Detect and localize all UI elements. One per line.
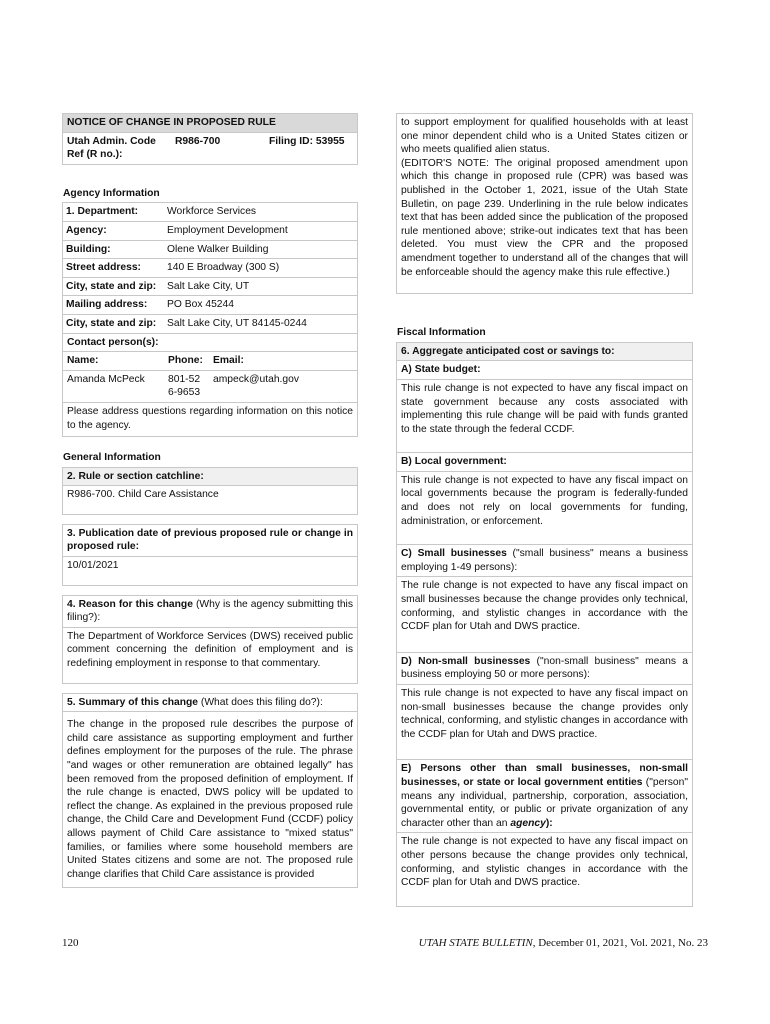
other-persons-label-bold: E) Persons other than small businesses, non-small businesses, or state or local government entities: [401, 763, 688, 788]
state-budget-label: A) State budget:: [397, 360, 692, 379]
page-number: 120: [62, 937, 79, 949]
q5-label: [63, 694, 357, 712]
agency-table: [62, 202, 358, 437]
agency-row: [63, 222, 357, 241]
other-persons-value: The rule change is not expected to have any fiscal impact on other persons because the change provides only technical, conforming, and stylistic changes in accordance with the CCDF plan for Utah and DWS practice.: [397, 832, 692, 905]
local-government-value: This rule change is not expected to have any fiscal impact on local governments because the program is federally-funded and does not rely on local governments for funding, administration, or enforcement.: [397, 471, 692, 544]
small-business-label-rest: ("small business" means a business employing 1-49 persons):: [401, 548, 688, 573]
state-budget-value: This rule change is not expected to have any fiscal impact on state government because any costs associated with implementing this rule change will be paid with funds granted to the state through the federal CCDF.: [397, 379, 692, 452]
agency-row-value: PO Box 45244: [167, 299, 234, 311]
agency-row: [63, 315, 357, 334]
contact-label-row: [63, 334, 357, 353]
other-persons-label-rest: ("person" means any individual, partnership, corporation, association, governmental entity, or public or private organization of any character other than an: [401, 776, 688, 829]
agency-row-value: Olene Walker Building: [167, 243, 269, 255]
non-small-business-value: This rule change is not expected to have any fiscal impact on non-small businesses because the change provides only technical, conforming, and stylistic changes in accordance with the CCDF plan for Utah and DWS practice.: [397, 684, 692, 759]
other-persons-label: [397, 759, 692, 832]
contact-email: ampeck@utah.gov: [213, 373, 300, 385]
agency-row-label: Street address:: [66, 262, 141, 274]
q6-label: 6. Aggregate anticipated cost or savings to:: [397, 343, 692, 361]
publication-footer: [419, 937, 708, 951]
agency-row: [63, 296, 357, 315]
editors-note: (EDITOR'S NOTE: The original proposed amendment upon which this change in proposed rule (CPR) was based was published in the October 1, 2021, issue of the Utah State Bulletin, on page 239. Underlining in the rule below indicates text that has been added since the publication of the proposed rule mentioned above; strike-out indicates text that has been deleted. You must view the CPR and the proposed amendment together to understand all of the changes that will be enforceable should the agency make this rule effective.): [401, 157, 688, 278]
contact-name: Amanda McPeck: [67, 373, 145, 385]
agency-row-value: Workforce Services: [167, 206, 257, 218]
small-business-label-bold: C) Small businesses: [401, 548, 507, 560]
non-small-business-label-bold: D) Non-small businesses: [401, 655, 531, 667]
q5-continued-box: [396, 113, 693, 294]
agency-row-value: Salt Lake City, UT: [167, 280, 250, 292]
q2-box: [62, 467, 358, 515]
agency-note-row: [63, 403, 357, 436]
q5-box: [62, 693, 358, 889]
agency-row-value: 140 E Broadway (300 S): [167, 262, 280, 274]
q2-value: R986-700. Child Care Assistance: [63, 485, 357, 514]
notice-id-row: [62, 133, 358, 165]
right-column: [396, 113, 693, 907]
agency-row-label: City, state and zip:: [66, 280, 157, 292]
notice-title: NOTICE OF CHANGE IN PROPOSED RULE: [62, 113, 358, 133]
q5-label-bold: 5. Summary of this change: [67, 696, 199, 708]
q5-label-rest: (What does this filing do?):: [198, 696, 323, 708]
q3-value: 10/01/2021: [63, 556, 357, 585]
publication-issue: , December 01, 2021, Vol. 2021, No. 23: [532, 937, 708, 949]
contact-name-header: Name:: [67, 355, 99, 367]
q5-value: The change in the proposed rule describes the purpose of child care assistance as supporting employment and further defines employment for the purposes of the rule. The phrase "and wages or other remuneration are obtained legally" has been removed from the proposed definition of employment. If the rule change is enacted, DWS policy will be updated to reflect the change. As explained in the previous proposed rule change, the Child Care and Development Fund (CCDF) policy allows payment of Child Care assistance to "mixed status" families, or families where some household members are United States citizens and some are not. The proposed rule change clarifies that Child Care assistance is provided: [63, 711, 357, 887]
agency-row-label: City, state and zip:: [66, 317, 157, 329]
fiscal-box: [396, 342, 693, 907]
fiscal-section-title: Fiscal Information: [397, 327, 486, 339]
q4-box: [62, 595, 358, 684]
q3-label: 3. Publication date of previous proposed rule or change in proposed rule:: [67, 527, 353, 553]
non-small-business-label: [397, 652, 692, 684]
agency-row: [63, 259, 357, 278]
non-small-business-label-rest: ("non-small business" means a business employing 50 or more persons):: [401, 655, 689, 681]
code-label: Utah Admin. Code Ref (R no.):: [67, 135, 156, 161]
agency-row-value: Salt Lake City, UT 84145-0244: [167, 317, 307, 329]
filing-id: Filing ID: 53955: [269, 135, 345, 147]
local-government-label: B) Local government:: [397, 452, 692, 471]
agency-row-value: Employment Development: [167, 224, 288, 236]
agency-row-label: 1. Department:: [66, 206, 139, 218]
contact-header-row: [63, 352, 357, 371]
q4-value: The Department of Workforce Services (DWS) received public comment concerning the definition of employment and is redefining employment in response to that commentary.: [63, 627, 357, 683]
agency-row: [63, 203, 357, 222]
q2-label: 2. Rule or section catchline:: [63, 468, 357, 486]
agency-row-label: Mailing address:: [66, 299, 148, 311]
contact-row: [63, 371, 357, 403]
q4-label: [63, 596, 357, 627]
contact-phone: 801-526-9653: [168, 373, 201, 399]
agency-row-label: Building:: [66, 243, 111, 255]
q3-box: [62, 524, 358, 586]
agency-term: agency: [510, 817, 546, 829]
left-column: [62, 113, 358, 888]
small-business-label: [397, 544, 692, 576]
q4-label-rest: (Why is the agency submitting this filing?):: [67, 598, 353, 624]
agency-row: [63, 278, 357, 297]
small-business-value: The rule change is not expected to have any fiscal impact on small businesses because the change provides only technical, conforming, and stylistic changes in accordance with the CCDF plan for Utah and DWS practice.: [397, 576, 692, 651]
contact-email-header: Email:: [213, 355, 244, 367]
agency-section-title: Agency Information: [63, 187, 160, 199]
other-persons-label-end: ):: [545, 817, 553, 829]
contact-label: Contact person(s):: [67, 336, 159, 348]
agency-note: Please address questions regarding information on this notice to the agency.: [67, 405, 353, 431]
q4-label-bold: 4. Reason for this change: [67, 598, 193, 610]
publication-name: UTAH STATE BULLETIN: [418, 937, 533, 949]
agency-row-label: Agency:: [66, 224, 107, 236]
contact-phone-header: Phone:: [168, 355, 203, 367]
general-section-title: General Information: [63, 452, 161, 464]
agency-row: [63, 241, 357, 260]
code-value: R986-700: [175, 135, 221, 147]
q5-continued: to support employment for qualified households with at least one minor dependent child who is a United States citizen or who meets qualified alien status.: [401, 117, 688, 156]
